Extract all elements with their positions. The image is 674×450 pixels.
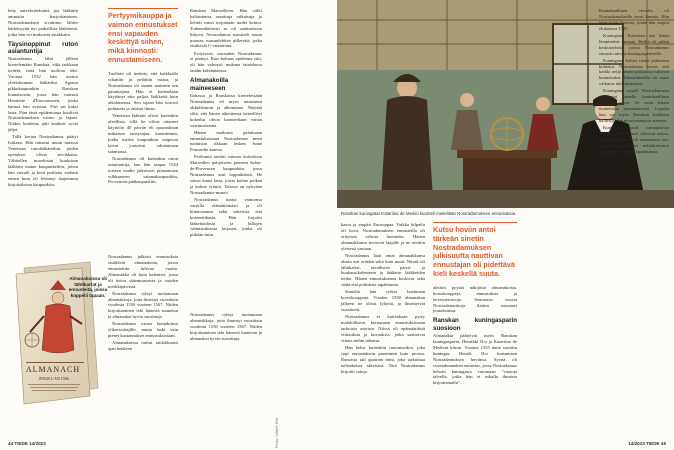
- left-col2-lower-para: Almanakoissa tarttui taidokkaasti ajan henkeen: [108, 340, 178, 352]
- right-col1-para: kassa ja ympäri Eurooppaa. Vaikka kilpailu oli kova, Nostradamuksen ennusteilla oli erityisen vahvaa luonnetta. Hänen almanakkansa levisivät laajalle ja ne otettiin yleisesti vastaan.: [341, 222, 425, 251]
- left-col2-para: Venetsian lääkärit olivat kuitenkin oleellisia, sillä he olivat ottaneet käyttöön 40 päivän eli quarantinan mittaisen eristysajan, karanteenin, jonka myötä kaupunkiin saapuvat laivat joutuivat odottamaan satamassa.: [108, 113, 178, 154]
- right-col-3: [599, 8, 669, 440]
- right-pull-quote-box: [433, 222, 517, 279]
- right-pull-quote: Kutsu hoviin antoi tärkeän sinetin Nostradamuksen julkisuutta nauttivan ennustajan oli pidettävä kieli keskellä suuta.: [433, 225, 515, 278]
- left-col1-para: Nostradamus lähti jälleen kiertelemään Ranskaa, eikä tarkkaan tiedetä, mitä hän tuolloin teki. Vuonna 1532 hän asettui yhteiskunnan lääkäriksi Agenin pikkukaupunkiin Ranskan lounaisosiin, jossa hän tutustui Henriette d'Enscausseen, jonka kanssa hän avioitui. Pari sai kaksi lasta. Pian tästä epidemiassa kuolivat Nostradamuksen vaimo ja lapset. Niiden kuolema jätti kauheat syvät jäljet.: [8, 56, 78, 133]
- left-col3-para: Ranskan Marseilleen. Hän vältti kaltaistensa sanottuja ratkaisuja ja kehitti ruton torjuntaan uudet keinot. Todennäköisesti se oli sanitaatioon liittyvä. Nostradamus suositteli muun muassa ruusunlehtien pillereitä, jotka sisälsivät C-vitamiinia.: [190, 8, 262, 49]
- almanac-cover-title: ALMANACH: [25, 365, 81, 374]
- left-col3-para: Erityisesti, sairauden Nostradamus ei pitänyt. Kun kolmas epidemia iski, oli hän vahvasti mukana taistelussa taudin kohdattaessa.: [190, 50, 262, 74]
- left-col2-para: Nostradamus oli kuitenkin ruton asiantuntija, kun hän saapui 1544 toiseen taudin jatkuvasti piinaamaan vilkkaaseen satamakaupunkiin, Provencen pääkaupunkiin.: [108, 155, 178, 185]
- almanac-cover-subtitle: POUR L'AN 1566: [39, 376, 69, 381]
- left-col3-subheading: Almanakoilla maineeseen: [190, 77, 229, 92]
- left-col3-lower-para: Nostradamus ryhtyi tuottamaan almanakkoja, joita ilmestyi vuosittain vuodesta 1550 vuoteen 1567. Niiden kirjoittaminen teki hänestä tunnetun ja almanakat hyvin suosittuja.: [190, 312, 262, 341]
- left-col1-intro: letty aateeksäriksintä joa lääkärin ammatin harjoittaminen. Nostradamuksen sivuhimo lähtee kärkäsyyttä nyt paikallisia lääkäreitä, jotka hän vei maksavia asiakkaita.: [8, 8, 78, 37]
- left-col2-lower-para: Nostradamus ryhtyi tuottamaan almanakkoja, joita ilmestyi vuosittain vuodesta 1550 vuoteen 1567. Niiden kirjoittaminen teki hänestä tunnetun ja almanakat hyvin suosittuja.: [108, 290, 178, 320]
- right-col2-para: alettiin pyytää näkijöitä almanakoista, horoskooppeja, ennustuksia ja terveysneuvoja. Seuraavia vuosia Nostradamuskoja ilattiin runsaasti joutuksiinsa.: [433, 284, 517, 314]
- left-col3-para: Italiassa ja Ranskassa kiertelessään Nostradamus oli myös tutustunut okkultismiin ja alkemiaan. Näyttää siltä, että hänen aiheittensa tieteelliset kokeilut olivat luonteeltaan varsin vaatimattomia.: [190, 92, 262, 128]
- right-col3-para: Kuningatar suojeli Nostradamusta ja antoi hänelle kuninkaallisen lääkärin arvon. Se nosti hänen mainettaan huomattavasti. Lopulta hän sai myös Ranskan kaikkien hallitsijoiden neuvonantajan aseman.: [599, 88, 669, 123]
- right-col-1: [341, 222, 425, 440]
- right-col1-para: Nostradamus ei kuitenkaan pysty mahdollisesti kertomaan ennustuksissaan tarkoista asioista. Niissä oli epämääräisiä viittauksia ja kuvauksia, jotka saattoivat viitata mihin tahansa.: [341, 314, 425, 343]
- left-col2-lower-para: Nostradamus julkaisi ennustuksia sisältäviä almanakoita, joissa ennustettiin tulevaa vuotta. Almanakka oli kuin kalenteri, jossa oli tietoa sääennusteista ja vuoden merkkipäivistä.: [108, 254, 178, 289]
- right-col1-para: Hän keksi kuitenkin runomuodon, joka sopi ennustuksiin paremmin kuin proosa. Runoista tuli quatrain nimi, joka tarkoittaa nelisäkeistä säkeistöä. Nitä Nostradamus kirjoitti satoja.: [341, 344, 425, 374]
- left-col3-para: Parikunta asettui vaimon kotitaloon Marseillen pohjoiseen pieneen Salon-de-Provencen kaupunkiin, jossa Nostradamus asui loppuikänsä. He saivat kuusi lasta, joista kolme poikaa ja kolme tytärtä. Talossa on nykyään Nostradamus-museo.: [190, 154, 262, 195]
- painting-caption: Ranskan kuningatar Katariina de Medici kuunteli mielellään Nostradamuksen ennustuksia.: [341, 211, 517, 216]
- almanac-badge: Almanakoissa oli tähtikartat ja ennusteita, joissa koppelii tapaan.: [68, 276, 108, 298]
- left-pull-quote-box: [108, 8, 178, 65]
- left-col2-para: Tuolloin oli tiedetty, että kaikkialla vihattiin ja pelättiin ruttoa, ja Nostradamus oli saanut maineen sen parantajana. Hän ei kuitenkaan käyttänyt niin paljoa lääkkeitä kuin aikalaisensa. Sen sijaan hän korosti puhtautta ja raitista ilmaa.: [108, 70, 178, 112]
- left-folio: 44 TIEDE 14/2023: [8, 441, 46, 446]
- right-col2-para: Almanakat päätyivät myös Ranskan kuningasparin, Henrikki II:n ja Katariina de Medicin käsiin. Vuonna 1555 tämä suosittu kuningas Henrik II:n kutsumaan Nostradamuksen hoviinsa. Syynä oli vuosialmanakan ennustus, jossa Nostradamus kehotti kuningasta varomaan "vaaroja talvella, jotka hän ei uskalla ilmaista kirjoittamalla".: [433, 333, 517, 386]
- left-col3-para: Nostradamus tuntui vaimonsa varoilla elämättömästi ja oli kiinnostunut sekä sokerista että kosmetiikasta. Hän kirjoitti lääkehoidosta ja hillojen valmistuksesta kirjasen, jonka oli pitkään tuttu.: [190, 196, 262, 238]
- photo-credit: Photo: Ullstein Bild: [275, 417, 279, 448]
- right-col2-subheading: Ranskan kuningasparin suosioon: [433, 317, 517, 332]
- right-col-2: [433, 222, 517, 440]
- right-col1-para: Nostradamus laati omat almanakkansa alusta asti erittäin sekä kuin muut. Nitsak oli tähtikartat, tavallisten päivä- ja kuukausikalenterin ja lääkärin lääkkeiden tiedot. Hänen ennustuksensa koskivat sekä säätä että poliittisia tapahtumia.: [341, 252, 425, 288]
- right-page: [275, 0, 674, 450]
- right-col3-para: Kuningatar Katariina otti hänet lämpimästi vastaan. Heillä oli pitkiä keskusteluita, joissa Nostradamus ennusti tulevaa kuningasperheelle.: [599, 32, 669, 56]
- left-col-2-lower: [108, 254, 178, 440]
- left-col1-subheading: Täysinoppinut ruton asiantuntija: [8, 40, 78, 55]
- right-folio: 14/2023 TIEDE 45: [628, 441, 666, 446]
- left-col1-para: Tällä kertaa Nostradamus päätyi Italiaan. Hän tutustui muun muassa Venetsian ruttolääkäreihin, joiden opetukset olivat arvokkaita. Vähitellen muodostui kuuluisan lääkärin maine kaupunkeihin, joissa hän vieraili ja hoiti potilaita varhain ennen kuin oli levinnyt laajemmin kirjoituksista kaupunkiin.: [8, 134, 78, 187]
- left-col-3-lower: [190, 312, 262, 440]
- right-col3-para: Kuninkaallinen vierailu oli Nostradamukselle suuri kunnia. Hän lähti kohti Pariisia, jonne hän saapui elokuussa 1555.: [599, 8, 669, 31]
- right-col3-para: Kuningas kuoli turnajaisissa vuonna 1559. Monet alkoivat uskoa, että Nostradamus oli ennustanut sen, sillä erään hänen nelisäkeisensä katsottiin kuvaavan tapahtumaa.: [599, 124, 669, 154]
- right-col1-para: Samalla hän ryhtyi laatimaan horoskooppeja. Vuoden 1550 almanakan jälkeen ne olivat lyhyitä, ja ilmestyivät vuosittain.: [341, 289, 425, 313]
- right-col3-para: Kuningatar halusi tietää poikiensa kohtalot. Nostradamus kertoi, että kaikki neljä hänen poikaansa tulisivat kuninkaiksi. Ennustuksella oli suuri vaikutus tulevaisuuteen.: [599, 57, 669, 87]
- left-col3-para: Hänen matkasta palattuaan ennustuksistaan Nostradamus meni naimisiin rikkaan lesken Anne Ponsardin kanssa.: [190, 129, 262, 153]
- left-col2-lower-para: Nostradamus varasi kontaktinsa ylikerroittajille, mutta laski vain pienet kustannukset ennustuksistaan.: [108, 321, 178, 339]
- left-col-2: [108, 8, 178, 250]
- left-col-3: [190, 8, 262, 308]
- left-col-1: [8, 8, 78, 238]
- almanac-illustration: [10, 258, 108, 408]
- left-pull-quote: Perfyymikauppa ja vaimon ennustukset ensi vapauden keskittyä siihen, mikä kiinnosti: ennustamiseen.: [108, 11, 178, 64]
